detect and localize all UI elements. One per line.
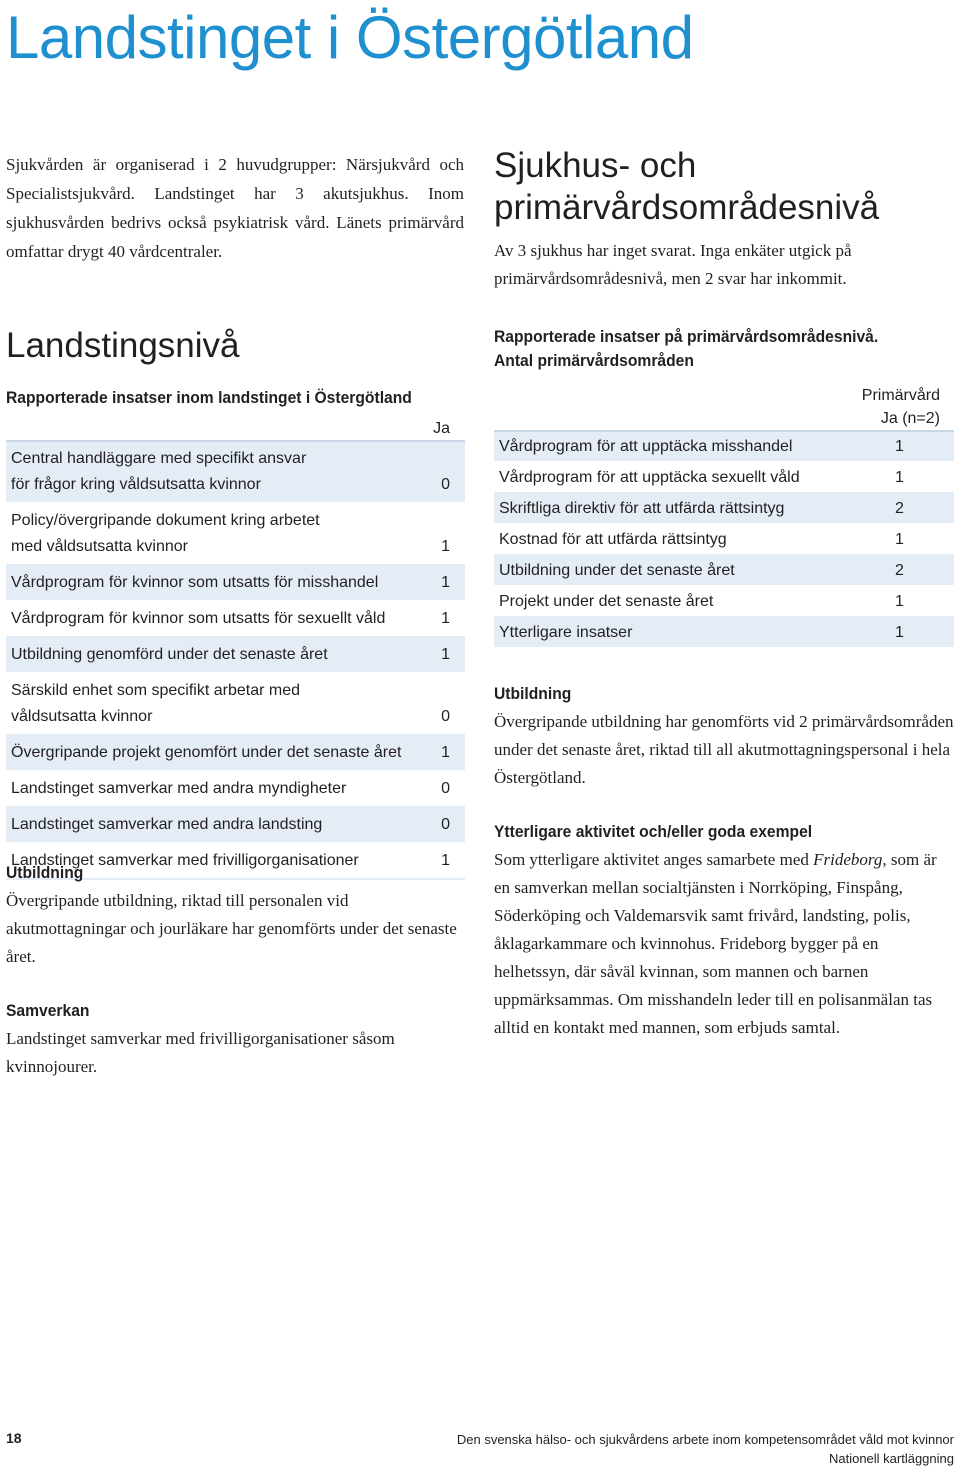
table-row [494,463,954,494]
table-row [494,525,954,556]
row-label: Central handläggare med specifikt ansvar för frågor kring våldsutsatta kvinnor [11,450,307,493]
sjukhus-table-title-2: Antal primärvårdsområden [494,351,694,370]
ytterligare-text-italic: Frideborg [813,850,883,869]
table-row [494,556,954,587]
row-label: Vårdprogram för att upptäcka misshandel [499,438,793,455]
row-value: 1 [895,438,904,455]
table-row [494,432,954,463]
footer-line-1: Den svenska hälso- och sjukvårdens arbete inom kompetensområdet våld mot kvinnor [456,1432,954,1447]
row-label: Särskild enhet som specifikt arbetar med våldsutsatta kvinnor [11,682,301,725]
row-value: 0 [441,476,450,493]
sjukhus-table-title-1: Rapporterade insatser på primärvårdsområdesnivå. [494,327,879,346]
table-row [494,587,954,618]
sjukhus-col-header-1: Primärvård [861,387,940,404]
row-value: 1 [441,852,450,869]
sjukhus-utbildning-text: Övergripande utbildning har genomförts vid 2 primärvårdsområden under det senaste året, riktad till all akutmottagningspersonal i hela Östergötland. [494,712,954,787]
table-row [6,674,465,736]
row-label: Vårdprogram för kvinnor som utsatts för misshandel [11,574,379,591]
row-value: 1 [441,646,450,663]
sjukhus-table [494,380,954,649]
row-label: Skriftliga direktiv för att utfärda rättsintyg [499,500,785,517]
landsting-table-header: Ja [6,416,465,442]
table-row [6,504,465,566]
row-label: Ytterligare insatser [499,624,633,641]
row-label: Utbildning under det senaste året [499,562,735,579]
sjukhus-col-header-2: Ja (n=2) [880,410,940,427]
ytterligare-text-part2: , som är en samverkan mellan socialtjänsten i Norrköping, Finspång, Söderköping och Valdemarsvik samt frivård, landsting, polis, åklagarkammare och kvinnohus. Frideborg bygger på en helhetssyn, där såväl kvinnan, som mannen och barnen uppmärksammas. Om misshandeln leder till en polisanmälan tas alltid en kontakt med mannen, som erbjuds samtal. [494,850,937,1037]
row-label: Policy/övergripande dokument kring arbetet med våldsutsatta kvinnor [11,512,320,555]
row-value: 0 [441,780,450,797]
page-title: Landstinget i Östergötland [6,4,694,71]
sjukhus-table-header [494,380,954,432]
table-row [6,772,465,808]
table-row [6,442,465,504]
row-value: 1 [895,624,904,641]
row-label: Kostnad för att utfärda rättsintyg [499,531,727,548]
footer-line-2: Nationell kartläggning [828,1451,954,1466]
row-value: 1 [895,469,904,486]
table-row [494,618,954,649]
row-label: Vårdprogram för kvinnor som utsatts för sexuellt våld [11,610,386,627]
row-value: 0 [441,816,450,833]
table-row [6,602,465,638]
row-label: Projekt under det senaste året [499,593,714,610]
row-label: Landstinget samverkar med andra landsting [11,816,323,833]
ytterligare-text [494,846,956,1042]
sjukhus-utbildning-heading: Utbildning [494,684,572,703]
row-value: 1 [441,610,450,627]
row-value: 1 [441,744,450,761]
row-value: 1 [895,593,904,610]
landsting-samverkan-heading: Samverkan [6,1001,90,1020]
intro-paragraph: Sjukvården är organiserad i 2 huvudgrupper: Närsjukvård och Specialistsjukvård. Landstinget har 3 akutsjukhus. Inom sjukhusvården bedrivs också psykiatrisk vård. Länets primärvård omfattar drygt 40 vårdcentraler. [6,155,464,261]
row-value: 1 [441,538,450,555]
page-number: 18 [6,1430,22,1446]
landsting-utbildning-heading: Utbildning [6,863,84,882]
ytterligare-heading: Ytterligare aktivitet och/eller goda exempel [494,822,813,841]
row-value: 1 [441,574,450,591]
ytterligare-text-part1: Som ytterligare aktivitet anges samarbete med [494,850,814,869]
table-row [6,736,465,772]
row-label: Landstinget samverkar med andra myndigheter [11,780,347,797]
table-row [6,638,465,674]
landsting-table [6,416,465,880]
row-label: Övergripande projekt genomfört under det senaste året [11,744,402,761]
row-value: 0 [441,708,450,725]
table-row [6,566,465,602]
landsting-utbildning-text: Övergripande utbildning, riktad till personalen vid akutmottagningar och jourläkare har genomförts under det senaste året. [6,891,457,966]
landsting-table-title: Rapporterade insatser inom landstinget i Östergötland [6,388,412,407]
row-label: Utbildning genomförd under det senaste året [11,646,328,663]
table-row [6,808,465,844]
row-value: 1 [895,531,904,548]
landsting-samverkan-text: Landstinget samverkar med frivilligorganisationer såsom kvinnojourer. [6,1029,395,1076]
sjukhus-heading: Sjukhus- och primärvårdsområdesnivå [494,146,880,227]
landsting-heading: Landstingsnivå [6,326,240,365]
row-label: Vårdprogram för att upptäcka sexuellt våld [499,469,800,486]
sjukhus-text: Av 3 sjukhus har inget svarat. Inga enkäter utgick på primärvårdsområdesnivå, men 2 svar har inkommit. [494,241,852,288]
row-label: Landstinget samverkar med frivilligorganisationer [11,852,359,869]
footer [457,1430,954,1468]
table-row [494,494,954,525]
row-value: 2 [895,562,904,579]
row-value: 2 [895,500,904,517]
